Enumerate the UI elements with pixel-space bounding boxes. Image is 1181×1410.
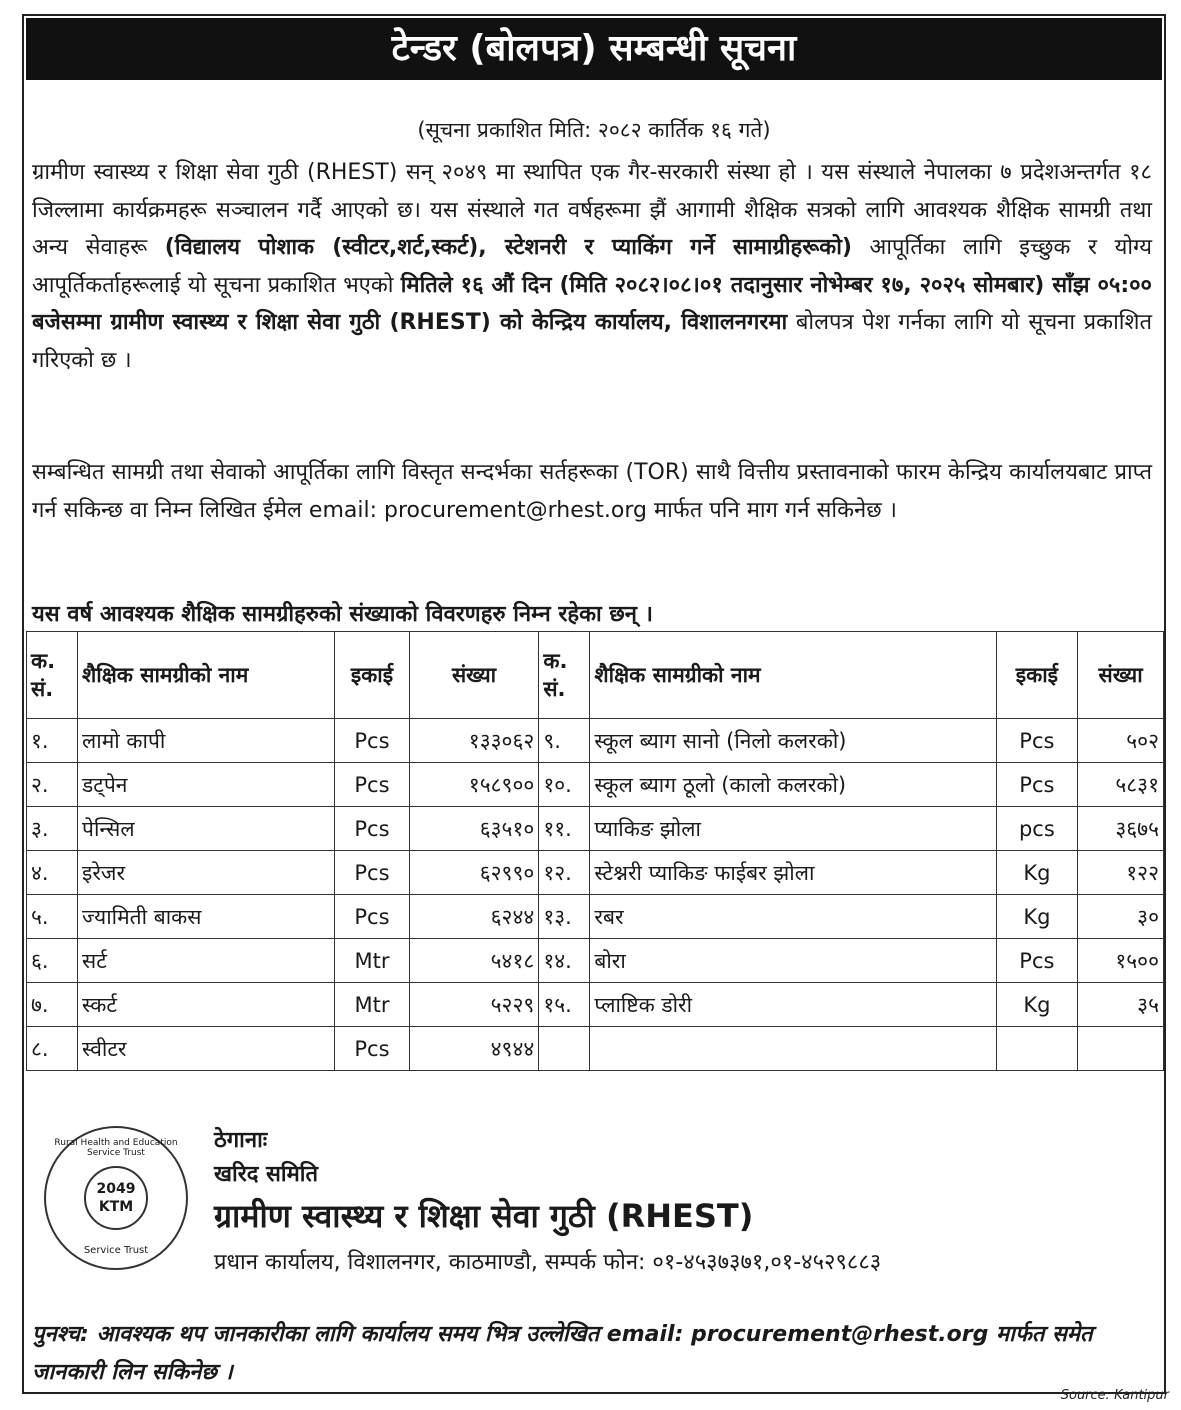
quantity-cell: १२२	[1078, 851, 1164, 895]
address-label: ठेगानाः	[214, 1128, 268, 1153]
tor-paragraph: सम्बन्धित सामग्री तथा सेवाको आपूर्तिका लागि विस्तृत सन्दर्भका सर्तहरूका (TOR) साथै वित्तीय प्रस्तावनाको फारम केन्द्रिय कार्यालयबाट प्राप्त गर्न सकिन्छ वा निम्न लिखित ईमेल email: procurement@rhest.org मार्फत पनि माग गर्न सकिनेछ ।	[32, 460, 1152, 523]
unit-cell: Kg	[996, 851, 1078, 895]
serial-cell: ६.	[27, 939, 78, 983]
intro-text-3: बोलपत्र पेश गर्नका लागि यो सूचना प्रकाशित गरिएको छ ।	[32, 310, 1152, 373]
unit-cell: pcs	[996, 807, 1078, 851]
unit-cell: Pcs	[996, 939, 1078, 983]
quantity-cell: ६३५१०	[409, 807, 539, 851]
column-header: शैक्षिक सामग्रीको नाम	[590, 632, 996, 719]
quantity-cell: ५४१८	[409, 939, 539, 983]
intro-text-1: ग्रामीण स्वास्थ्य र शिक्षा सेवा गुठी (RHEST) सन् २०४९ मा स्थापित एक गैर-सरकारी संस्था हो । यस संस्थाले नेपालका ७ प्रदेशअन्तर्गत १८ जिल्लामा कार्यक्रमहरू सञ्चालन गर्दै आएको छ। यस संस्थाले गत वर्षहरूमा झैं आगामी शैक्षिक सत्रको लागि आवश्यक शैक्षिक सामग्री तथा अन्य सेवाहरू	[32, 160, 1152, 260]
item-name-cell: प्लाष्टिक डोरी	[590, 983, 996, 1027]
unit-cell: Kg	[996, 983, 1078, 1027]
quantity-cell: ३०	[1078, 895, 1164, 939]
item-name-cell: स्कूल ब्याग सानो (निलो कलरको)	[590, 719, 996, 763]
unit-cell: Mtr	[335, 939, 410, 983]
notice-title: टेन्डर (बोलपत्र) सम्बन्धी सूचना	[26, 18, 1162, 80]
seal-center-text: 2049 KTM	[84, 1166, 148, 1230]
contact-info: प्रधान कार्यालय, विशालनगर, काठमाण्डौ, सम्पर्क फोन: ०१-४५३७३७१,०१-४५२९८८३	[214, 1250, 882, 1275]
organization-name: ग्रामीण स्वास्थ्य र शिक्षा सेवा गुठी (RHEST)	[214, 1197, 754, 1235]
quantity-cell: ५२२९	[409, 983, 539, 1027]
serial-cell: ९.	[539, 719, 590, 763]
serial-cell: ४.	[27, 851, 78, 895]
serial-cell: १०.	[539, 763, 590, 807]
serial-cell: ८.	[27, 1027, 78, 1071]
table-row	[27, 807, 1164, 851]
unit-cell: Pcs	[335, 807, 410, 851]
item-name-cell: डट्पेन	[78, 763, 335, 807]
item-name-cell: पेन्सिल	[78, 807, 335, 851]
intro-text-2: आपूर्तिका लागि इच्छुक र योग्य आपूर्तिकर्ताहरूलाई यो सूचना प्रकाशित भएको	[32, 235, 1152, 298]
unit-cell: Pcs	[335, 719, 410, 763]
item-name-cell: स्कर्ट	[78, 983, 335, 1027]
table-row	[27, 939, 1164, 983]
quantity-cell: १३३०६२	[409, 719, 539, 763]
serial-cell: ५.	[27, 895, 78, 939]
serial-cell: ३.	[27, 807, 78, 851]
item-name-cell: ज्यामिती बाकस	[78, 895, 335, 939]
serial-cell: १५.	[539, 983, 590, 1027]
item-name-cell: बोरा	[590, 939, 996, 983]
unit-cell: Pcs	[335, 895, 410, 939]
column-header: क. सं.	[539, 632, 590, 719]
quantity-cell: ६२९९०	[409, 851, 539, 895]
serial-cell	[539, 1027, 590, 1071]
table-row	[27, 1027, 1164, 1071]
unit-cell: Pcs	[335, 763, 410, 807]
column-header: इकाई	[335, 632, 410, 719]
column-header: शैक्षिक सामग्रीको नाम	[78, 632, 335, 719]
quantity-cell: ३६७५	[1078, 807, 1164, 851]
intro-bold-items: (विद्यालय पोशाक (स्वीटर,शर्ट,स्कर्ट), स्टेशनरी र प्याकिंग गर्ने सामाग्रीहरूको)	[164, 235, 852, 260]
organization-seal	[44, 1126, 188, 1270]
table-row	[27, 763, 1164, 807]
item-name-cell: स्कूल ब्याग ठूलो (कालो कलरको)	[590, 763, 996, 807]
unit-cell: Pcs	[335, 1027, 410, 1071]
seal-ring-text: Rural Health and Education Service Trust	[54, 1138, 178, 1158]
source-credit: Source: Kantipur	[1060, 1388, 1169, 1403]
item-name-cell: स्टेश्नरी प्याकिङ फाईबर झोला	[590, 851, 996, 895]
column-header: संख्या	[1078, 632, 1164, 719]
table-row	[27, 895, 1164, 939]
unit-cell: Pcs	[996, 763, 1078, 807]
quantity-cell: ४९४४	[409, 1027, 539, 1071]
postscript: पुनश्च: आवश्यक थप जानकारीका लागि कार्यालय समय भित्र उल्लेखित email: procurement@rhest.org मार्फत समेत जानकारी लिन सकिनेछ ।	[32, 1322, 1093, 1385]
serial-cell: २.	[27, 763, 78, 807]
published-date: (सूचना प्रकाशित मिति: २०८२ कार्तिक १६ गते)	[417, 118, 771, 142]
serial-cell: १४.	[539, 939, 590, 983]
unit-cell: Pcs	[996, 719, 1078, 763]
table-heading: यस वर्ष आवश्यक शैक्षिक सामग्रीहरुको संख्याको विवरणहरु निम्न रहेका छन् ।	[32, 602, 653, 627]
serial-cell: ७.	[27, 983, 78, 1027]
item-name-cell: स्वीटर	[78, 1027, 335, 1071]
unit-cell	[996, 1027, 1078, 1071]
items-table	[26, 631, 1164, 1071]
serial-cell: ११.	[539, 807, 590, 851]
item-name-cell: सर्ट	[78, 939, 335, 983]
column-header: इकाई	[996, 632, 1078, 719]
quantity-cell: ५८३१	[1078, 763, 1164, 807]
serial-cell: १२.	[539, 851, 590, 895]
table-row	[27, 851, 1164, 895]
unit-cell: Pcs	[335, 851, 410, 895]
quantity-cell: १५८९००	[409, 763, 539, 807]
unit-cell: Mtr	[335, 983, 410, 1027]
unit-cell: Kg	[996, 895, 1078, 939]
quantity-cell: ६२४४	[409, 895, 539, 939]
serial-cell: १३.	[539, 895, 590, 939]
quantity-cell: ३५	[1078, 983, 1164, 1027]
quantity-cell	[1078, 1027, 1164, 1071]
intro-paragraph	[32, 154, 1152, 379]
item-name-cell: इरेजर	[78, 851, 335, 895]
table-header-row	[27, 632, 1164, 719]
quantity-cell: ५०२	[1078, 719, 1164, 763]
quantity-cell: १५००	[1078, 939, 1164, 983]
column-header: संख्या	[409, 632, 539, 719]
item-name-cell: प्याकिङ झोला	[590, 807, 996, 851]
notice-frame	[22, 14, 1166, 1394]
item-name-cell: लामो कापी	[78, 719, 335, 763]
table-row	[27, 719, 1164, 763]
item-name-cell	[590, 1027, 996, 1071]
committee-name: खरिद समिति	[214, 1162, 318, 1187]
table-row	[27, 983, 1164, 1027]
column-header: क. सं.	[27, 632, 78, 719]
item-name-cell: रबर	[590, 895, 996, 939]
serial-cell: १.	[27, 719, 78, 763]
seal-bottom-text: Service Trust	[83, 1245, 149, 1256]
intro-bold-deadline: मितिले १६ औं दिन (मिति २०८२।०८।०१ तदानुसार नोभेम्बर १७, २०२५ सोमबार) साँझ ०५:०० बजेसम्मा ग्रामीण स्वास्थ्य र शिक्षा सेवा गुठी (RHEST) को केन्द्रिय कार्यालय, विशालनगरमा	[32, 272, 1152, 335]
